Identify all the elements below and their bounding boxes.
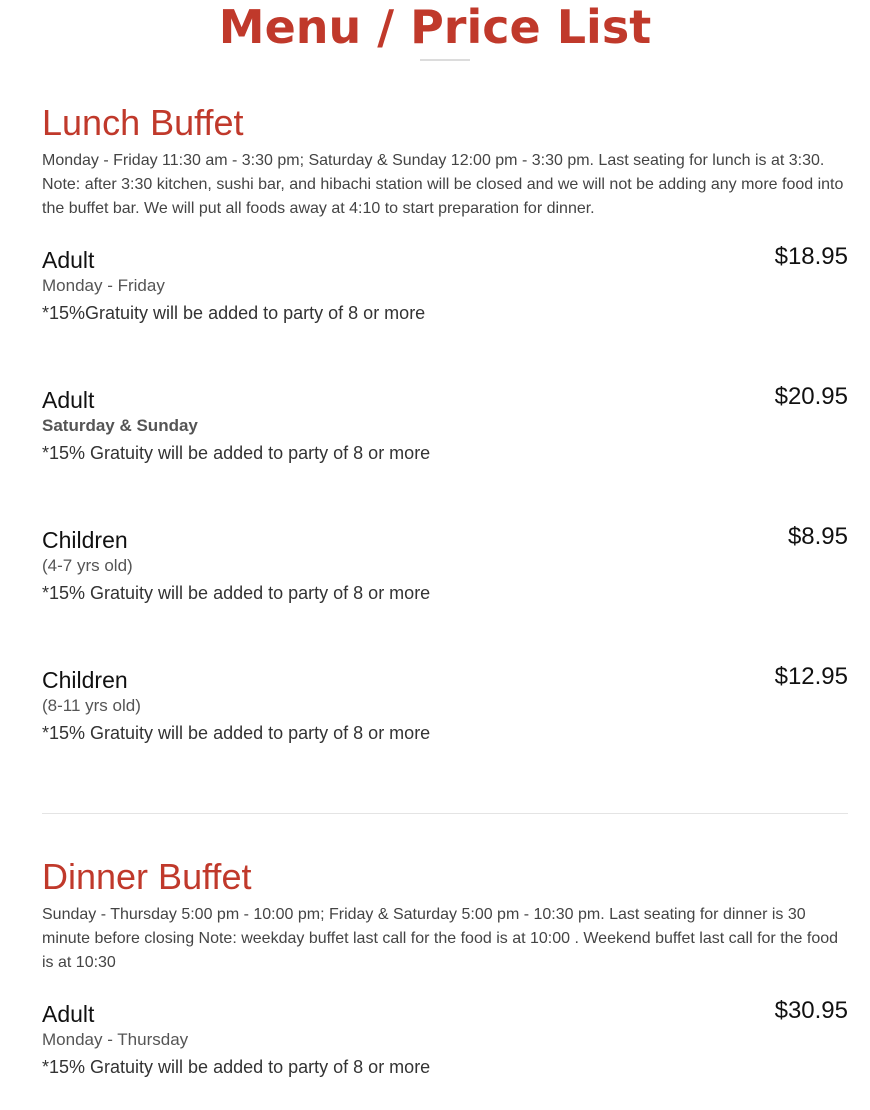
item-name: Adult — [42, 1001, 95, 1027]
lunch-buffet-title: Lunch Buffet — [42, 102, 244, 143]
menu-item — [42, 523, 848, 636]
item-note: *15% Gratuity will be added to party of 8 or more — [42, 443, 431, 463]
menu-item — [42, 663, 848, 776]
item-subtitle: Monday - Thursday — [42, 1030, 189, 1049]
dinner-buffet-title: Dinner Buffet — [42, 856, 252, 897]
item-name: Children — [42, 527, 128, 553]
menu-item — [42, 383, 848, 496]
item-price: $30.95 — [774, 997, 848, 1024]
item-note: *15% Gratuity will be added to party of 8 or more — [42, 583, 431, 603]
item-note: *15% Gratuity will be added to party of 8 or more — [42, 723, 431, 743]
item-subtitle: (4-7 yrs old) — [42, 556, 133, 575]
item-price: $20.95 — [774, 383, 848, 410]
item-name: Adult — [42, 387, 95, 413]
item-name: Children — [42, 667, 128, 693]
dinner-buffet-description: Sunday - Thursday 5:00 pm - 10:00 pm; Friday & Saturday 5:00 pm - 10:30 pm. Last seating for dinner is 30 minute before closing Note: weekday buffet last call for the food is at 10:00 . Weekend buffet last call for the food is at 10:30 — [42, 906, 839, 971]
title-divider — [420, 59, 470, 61]
page-title: Menu / Price List — [218, 0, 652, 54]
lunch-buffet-description: Monday - Friday 11:30 am - 3:30 pm; Saturday & Sunday 12:00 pm - 3:30 pm. Last seating for lunch is at 3:30. Note: after 3:30 kitchen, sushi bar, and hibachi station will be closed and we will not be adding any more food into the buffet bar. We will put all foods away at 4:10 to start preparation for dinner. — [42, 152, 844, 217]
menu-item — [42, 243, 848, 356]
item-subtitle: Monday - Friday — [42, 276, 165, 295]
item-name: Adult — [42, 247, 95, 273]
item-subtitle: Saturday & Sunday — [42, 416, 198, 435]
section-divider — [42, 813, 848, 814]
item-note: *15%Gratuity will be added to party of 8 or more — [42, 303, 426, 323]
item-price: $12.95 — [774, 663, 848, 690]
item-note: *15% Gratuity will be added to party of 8 or more — [42, 1057, 431, 1077]
item-subtitle: (8-11 yrs old) — [42, 696, 141, 715]
menu-item — [42, 997, 848, 1110]
item-price: $8.95 — [787, 523, 848, 550]
item-price: $18.95 — [774, 243, 848, 270]
